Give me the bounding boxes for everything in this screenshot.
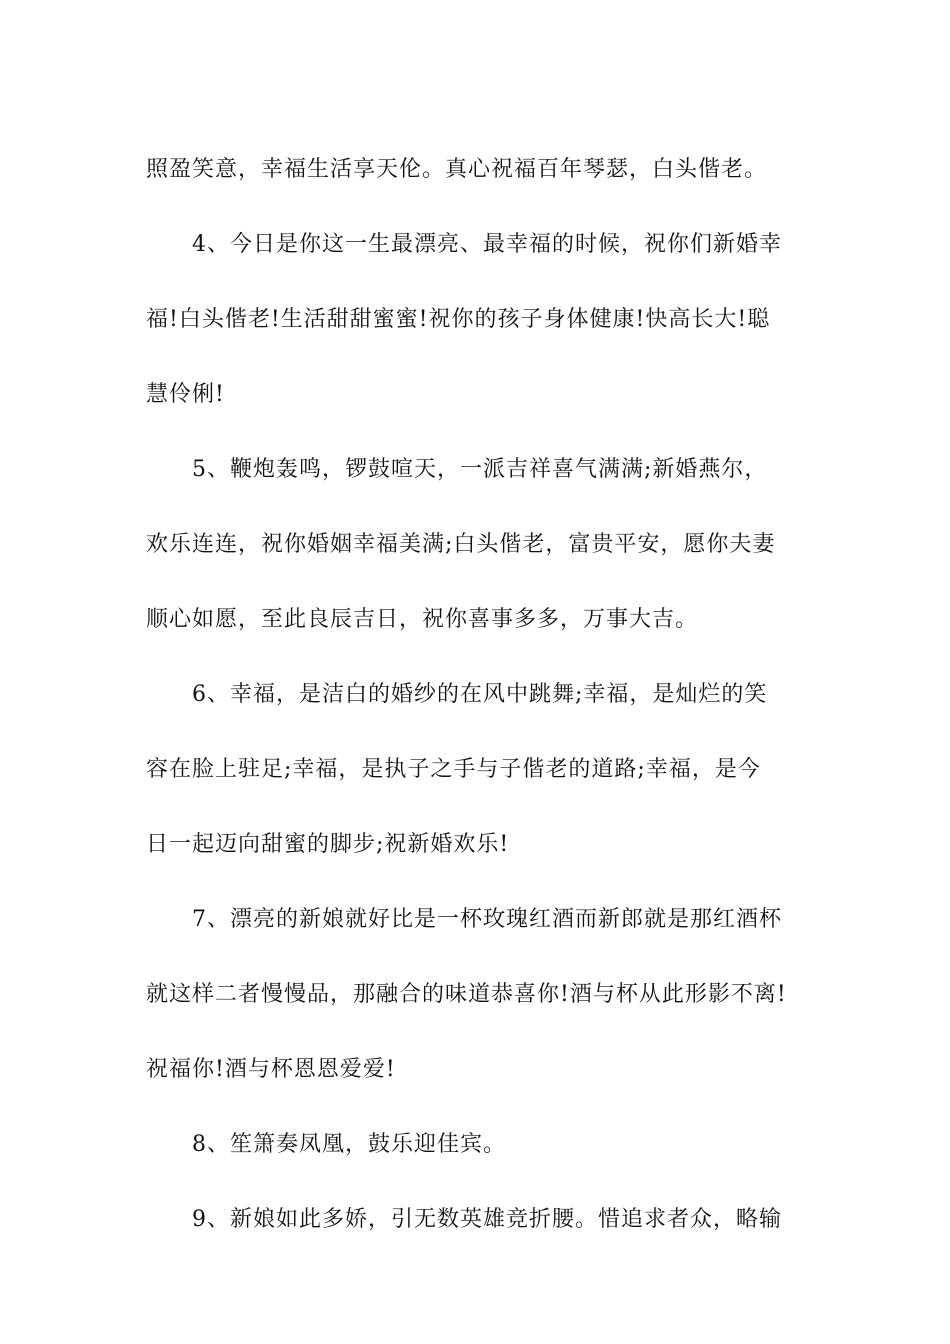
- text-line: 4、今日是你这一生最漂亮、最幸福的时候，祝你们新婚幸: [192, 232, 782, 257]
- document-body: [146, 132, 826, 1257]
- text-line: 6、幸福，是洁白的婚纱的在风中跳舞;幸福，是灿烂的笑: [192, 682, 768, 707]
- text-line: 欢乐连连，祝你婚姻幸福美满;白头偕老，富贵平安，愿你夫妻: [146, 532, 776, 557]
- text-line: 慧伶俐!: [146, 382, 225, 407]
- paragraph-item-8: [146, 1107, 826, 1182]
- text-line: 容在脸上驻足;幸福，是执子之手与子偕老的道路;幸福，是今: [146, 757, 761, 782]
- text-line: 就这样二者慢慢品，那融合的味道恭喜你!酒与杯从此形影不离!: [146, 982, 787, 1007]
- paragraph-item-4: [146, 207, 826, 432]
- text-line: 福!白头偕老!生活甜甜蜜蜜!祝你的孩子身体健康!快高长大!聪: [146, 307, 771, 332]
- paragraph-continuation: [146, 132, 826, 207]
- text-line: 照盈笑意，幸福生活享天伦。真心祝福百年琴瑟，白头偕老。: [146, 157, 768, 182]
- text-line: 日一起迈向甜蜜的脚步;祝新婚欢乐!: [146, 832, 510, 857]
- paragraph-item-7: [146, 882, 826, 1107]
- text-line: 顺心如愿，至此良辰吉日，祝你喜事多多，万事大吉。: [146, 607, 699, 632]
- text-line: 7、漂亮的新娘就好比是一杯玫瑰红酒而新郎就是那红酒杯: [192, 907, 782, 932]
- paragraph-item-6: [146, 657, 826, 882]
- text-line: 9、新娘如此多娇，引无数英雄竞折腰。惜追求者众，略输: [192, 1207, 782, 1232]
- text-line: 5、鞭炮轰鸣，锣鼓喧天，一派吉祥喜气满满;新婚燕尔，: [192, 457, 768, 482]
- paragraph-item-9: [146, 1182, 826, 1257]
- text-line: 8、笙箫奏凤凰，鼓乐迎佳宾。: [192, 1132, 506, 1157]
- text-line: 祝福你!酒与杯恩恩爱爱!: [146, 1057, 396, 1082]
- paragraph-item-5: [146, 432, 826, 657]
